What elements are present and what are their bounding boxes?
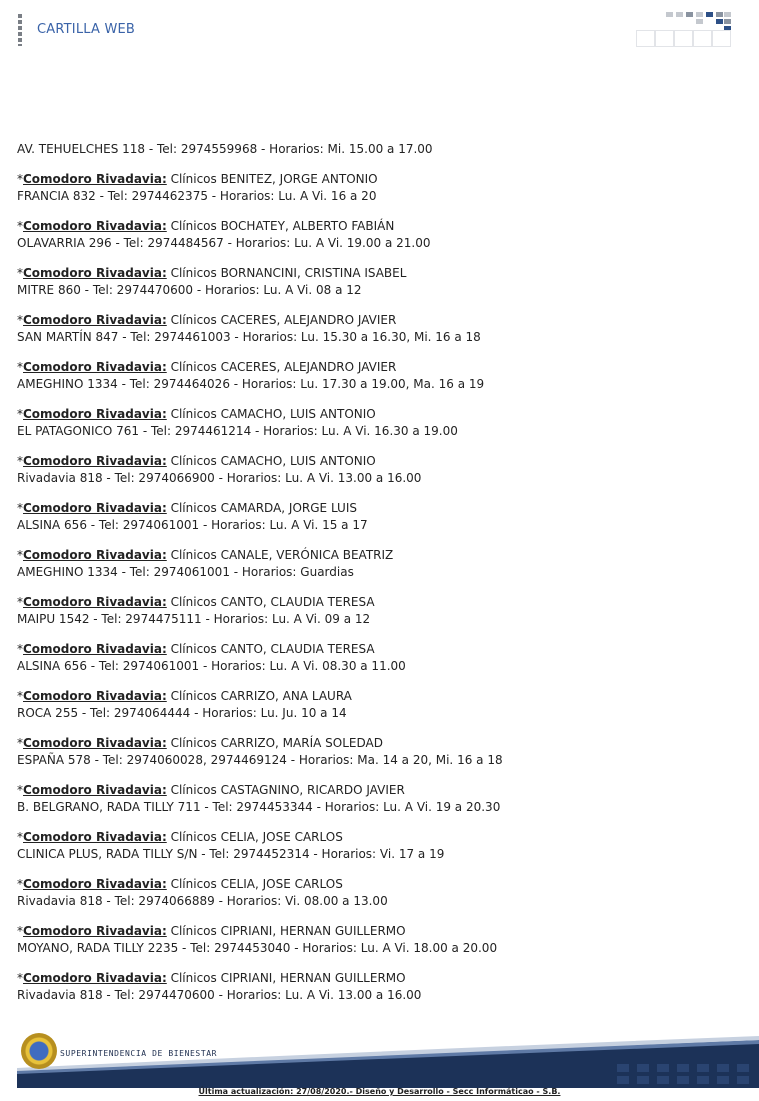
- entry-provider: Clínicos CELIA, JOSE CARLOS: [166, 877, 343, 891]
- list-item: [17, 453, 737, 487]
- entry-provider: Clínicos CAMARDA, JORGE LUIS: [166, 501, 357, 515]
- entry-title-line: *Comodoro Rivadavia: Clínicos CIPRIANI, HERNAN GUILLERMO: [17, 971, 406, 985]
- entry-title-line: *Comodoro Rivadavia: Clínicos CAMARDA, JORGE LUIS: [17, 501, 357, 515]
- entry-title-line: *Comodoro Rivadavia: Clínicos CASTAGNINO, RICARDO JAVIER: [17, 783, 405, 797]
- entry-title-line: *Comodoro Rivadavia: Clínicos CANTO, CLAUDIA TERESA: [17, 642, 375, 656]
- entry-location: Comodoro Rivadavia:: [23, 360, 167, 374]
- entry-title-line: *Comodoro Rivadavia: Clínicos BOCHATEY, ALBERTO FABIÁN: [17, 219, 395, 233]
- entry-location: Comodoro Rivadavia:: [23, 407, 167, 421]
- entry-details: MOYANO, RADA TILLY 2235 - Tel: 2974453040 - Horarios: Lu. A Vi. 18.00 a 20.00: [17, 941, 498, 955]
- entry-title-line: *Comodoro Rivadavia: Clínicos CAMACHO, LUIS ANTONIO: [17, 454, 376, 468]
- list-item: [17, 829, 737, 863]
- entry-details: AMEGHINO 1334 - Tel: 2974061001 - Horarios: Guardias: [17, 565, 354, 579]
- header-accent-bar: [18, 14, 22, 46]
- list-item: [17, 547, 737, 581]
- institution-seal-icon: [21, 1033, 57, 1069]
- directory-list: [17, 141, 737, 1017]
- list-item: [17, 359, 737, 393]
- entry-details: B. BELGRANO, RADA TILLY 711 - Tel: 2974453344 - Horarios: Lu. A Vi. 19 a 20.30: [17, 800, 501, 814]
- list-item: [17, 735, 737, 769]
- list-item: [17, 312, 737, 346]
- entry-title-line: *Comodoro Rivadavia: Clínicos CELIA, JOSE CARLOS: [17, 830, 343, 844]
- entry-location: Comodoro Rivadavia:: [23, 783, 167, 797]
- footer-banner: [17, 1028, 759, 1088]
- entry-details: OLAVARRIA 296 - Tel: 2974484567 - Horarios: Lu. A Vi. 19.00 a 21.00: [17, 236, 431, 250]
- entry-details: AMEGHINO 1334 - Tel: 2974464026 - Horarios: Lu. 17.30 a 19.00, Ma. 16 a 19: [17, 377, 485, 391]
- header-decoration: [636, 12, 731, 46]
- entry-details: CLINICA PLUS, RADA TILLY S/N - Tel: 2974452314 - Horarios: Vi. 17 a 19: [17, 847, 445, 861]
- entry-title-line: *Comodoro Rivadavia: Clínicos CACERES, ALEJANDRO JAVIER: [17, 313, 397, 327]
- entry-provider: Clínicos CACERES, ALEJANDRO JAVIER: [166, 313, 397, 327]
- list-item: [17, 876, 737, 910]
- entry-location: Comodoro Rivadavia:: [23, 454, 167, 468]
- entry-provider: Clínicos CACERES, ALEJANDRO JAVIER: [166, 360, 397, 374]
- entry-provider: Clínicos CASTAGNINO, RICARDO JAVIER: [166, 783, 405, 797]
- organization-name: SUPERINTENDENCIA DE BIENESTAR: [60, 1049, 218, 1058]
- entries-container: [17, 171, 737, 1004]
- entry-location: Comodoro Rivadavia:: [23, 172, 167, 186]
- entry-location: Comodoro Rivadavia:: [23, 830, 167, 844]
- entry-details: ESPAÑA 578 - Tel: 2974060028, 2974469124 - Horarios: Ma. 14 a 20, Mi. 16 a 18: [17, 753, 503, 767]
- list-item: [17, 500, 737, 534]
- entry-details: ALSINA 656 - Tel: 2974061001 - Horarios: Lu. A Vi. 15 a 17: [17, 518, 368, 532]
- entry-details: Rivadavia 818 - Tel: 2974066900 - Horarios: Lu. A Vi. 13.00 a 16.00: [17, 471, 422, 485]
- entry-details: MITRE 860 - Tel: 2974470600 - Horarios: Lu. A Vi. 08 a 12: [17, 283, 362, 297]
- entry-details: FRANCIA 832 - Tel: 2974462375 - Horarios: Lu. A Vi. 16 a 20: [17, 189, 377, 203]
- entry-location: Comodoro Rivadavia:: [23, 595, 167, 609]
- entry-location: Comodoro Rivadavia:: [23, 689, 167, 703]
- list-item: [17, 970, 737, 1004]
- entry-location: Comodoro Rivadavia:: [23, 548, 167, 562]
- entry-title-line: *Comodoro Rivadavia: Clínicos CIPRIANI, HERNAN GUILLERMO: [17, 924, 406, 938]
- list-item: [17, 594, 737, 628]
- entry-title-line: *Comodoro Rivadavia: Clínicos CANTO, CLAUDIA TERESA: [17, 595, 375, 609]
- entry-provider: Clínicos CELIA, JOSE CARLOS: [166, 830, 343, 844]
- entry-provider: Clínicos CAMACHO, LUIS ANTONIO: [166, 454, 376, 468]
- entry-provider: Clínicos CARRIZO, MARÍA SOLEDAD: [166, 736, 383, 750]
- entry-title-line: *Comodoro Rivadavia: Clínicos BENITEZ, JORGE ANTONIO: [17, 172, 378, 186]
- entry-title-line: *Comodoro Rivadavia: Clínicos CACERES, ALEJANDRO JAVIER: [17, 360, 397, 374]
- entry-location: Comodoro Rivadavia:: [23, 313, 167, 327]
- entry-title-line: *Comodoro Rivadavia: Clínicos BORNANCINI, CRISTINA ISABEL: [17, 266, 407, 280]
- last-update-note: Última actualización: 27/08/2020.- Diseño y Desarrollo - Secc Informáticao - S.B.: [198, 1087, 561, 1096]
- entry-provider: Clínicos CANTO, CLAUDIA TERESA: [166, 642, 375, 656]
- entry-details: Rivadavia 818 - Tel: 2974066889 - Horarios: Vi. 08.00 a 13.00: [17, 894, 388, 908]
- entry-location: Comodoro Rivadavia:: [23, 736, 167, 750]
- entry-provider: Clínicos CIPRIANI, HERNAN GUILLERMO: [166, 971, 406, 985]
- entry-title-line: *Comodoro Rivadavia: Clínicos CELIA, JOSE CARLOS: [17, 877, 343, 891]
- entry-location: Comodoro Rivadavia:: [23, 642, 167, 656]
- entry-location: Comodoro Rivadavia:: [23, 924, 167, 938]
- entry-details: EL PATAGONICO 761 - Tel: 2974461214 - Horarios: Lu. A Vi. 16.30 a 19.00: [17, 424, 458, 438]
- entry-details: MAIPU 1542 - Tel: 2974475111 - Horarios: Lu. A Vi. 09 a 12: [17, 612, 371, 626]
- entry-provider: Clínicos BORNANCINI, CRISTINA ISABEL: [166, 266, 407, 280]
- entry-details: Rivadavia 818 - Tel: 2974470600 - Horarios: Lu. A Vi. 13.00 a 16.00: [17, 988, 422, 1002]
- entry-location: Comodoro Rivadavia:: [23, 877, 167, 891]
- entry-title-line: *Comodoro Rivadavia: Clínicos CAMACHO, LUIS ANTONIO: [17, 407, 376, 421]
- entry-provider: Clínicos CARRIZO, ANA LAURA: [166, 689, 352, 703]
- entry-details: ALSINA 656 - Tel: 2974061001 - Horarios: Lu. A Vi. 08.30 a 11.00: [17, 659, 406, 673]
- list-item: [17, 688, 737, 722]
- intro-line: AV. TEHUELCHES 118 - Tel: 2974559968 - Horarios: Mi. 15.00 a 17.00: [17, 142, 433, 156]
- entry-title-line: *Comodoro Rivadavia: Clínicos CANALE, VERÓNICA BEATRIZ: [17, 548, 394, 562]
- list-item: [17, 171, 737, 205]
- list-item: [17, 641, 737, 675]
- list-item: [17, 782, 737, 816]
- entry-title-line: *Comodoro Rivadavia: Clínicos CARRIZO, ANA LAURA: [17, 689, 352, 703]
- page-title: CARTILLA WEB: [37, 22, 136, 37]
- entry-location: Comodoro Rivadavia:: [23, 971, 167, 985]
- entry-provider: Clínicos CIPRIANI, HERNAN GUILLERMO: [166, 924, 406, 938]
- entry-provider: Clínicos CAMACHO, LUIS ANTONIO: [166, 407, 376, 421]
- entry-provider: Clínicos BENITEZ, JORGE ANTONIO: [166, 172, 378, 186]
- entry-location: Comodoro Rivadavia:: [23, 219, 167, 233]
- list-item: [17, 265, 737, 299]
- entry-location: Comodoro Rivadavia:: [23, 501, 167, 515]
- entry-details: SAN MARTÍN 847 - Tel: 2974461003 - Horarios: Lu. 15.30 a 16.30, Mi. 16 a 18: [17, 330, 481, 344]
- list-item: [17, 406, 737, 440]
- entry-provider: Clínicos CANALE, VERÓNICA BEATRIZ: [166, 548, 394, 562]
- entry-provider: Clínicos CANTO, CLAUDIA TERESA: [166, 595, 375, 609]
- entry-details: ROCA 255 - Tel: 2974064444 - Horarios: Lu. Ju. 10 a 14: [17, 706, 347, 720]
- entry-location: Comodoro Rivadavia:: [23, 266, 167, 280]
- entry-provider: Clínicos BOCHATEY, ALBERTO FABIÁN: [166, 219, 395, 233]
- entry-title-line: *Comodoro Rivadavia: Clínicos CARRIZO, MARÍA SOLEDAD: [17, 736, 383, 750]
- list-item: [17, 923, 737, 957]
- list-item: [17, 218, 737, 252]
- footer-wave: [17, 1028, 759, 1088]
